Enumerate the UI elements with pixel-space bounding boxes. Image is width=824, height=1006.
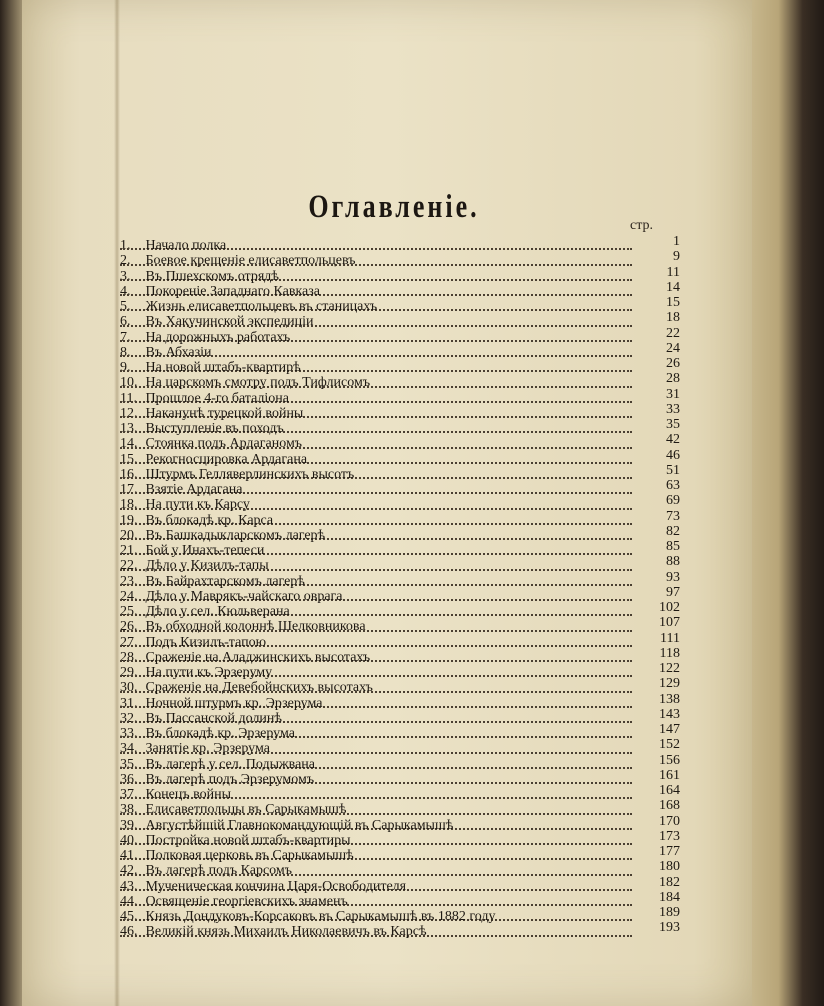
toc-entry-number: 20. [120,527,138,543]
toc-entry [120,523,680,543]
toc-entry-page: 26 [666,356,680,371]
page-column-label: стр. [630,218,654,233]
toc-entry [120,737,680,757]
toc-entry [120,493,680,513]
toc-entry-title: Въ Абхазіи [145,344,212,360]
toc-entry [120,615,680,635]
toc-entry-number: 40. [120,832,138,848]
toc-entry-title: Въ Пассанской долинѣ [145,710,283,726]
toc-entry-page: 73 [666,508,680,524]
toc-entry-number: 4. [120,283,131,299]
toc-entry-number: 30. [120,680,138,696]
toc-entry [120,859,680,879]
toc-entry-page: 129 [659,676,680,692]
toc-entry-title: Въ Хакучинской экспедиціи [145,314,314,330]
toc-entry-title: Въ обходной колоннѣ Шелковникова [145,619,366,635]
toc-entry [120,752,680,772]
toc-entry [120,767,680,787]
toc-entry-title: Полковая церковь въ Сарыкамышѣ [145,848,354,863]
toc-entry [120,508,680,528]
toc-entry-title: Дѣло у сел. Кюльверана [145,604,290,619]
toc-entry [120,249,680,269]
toc-entry [120,462,680,482]
toc-entry-number: 3. [120,268,131,284]
toc-entry-page: 82 [666,523,680,539]
toc-entry-page: 11 [666,264,680,280]
toc-entry-page: 152 [659,737,680,753]
toc-entry [120,920,680,940]
toc-entry-page: 111 [660,630,680,646]
toc-entry-title: На новой штабъ-квартирѣ [145,360,301,375]
toc-entry-title: Дѣло у Кизилъ-тапы [145,558,269,574]
toc-entry-title: Въ Башкадыкларскомъ лагерѣ [145,527,326,543]
toc-entry-title: Сраженіе на Девебойнскихъ высотахъ [145,680,373,696]
toc-entry-number: 8. [120,344,131,360]
toc-entry [120,554,680,574]
toc-entry-title: Мученическая кончина Царя-Освободителя [145,878,407,894]
toc-entry [120,447,680,467]
toc-entry-number: 44. [120,893,138,909]
toc-entry [120,889,680,909]
toc-entry-title: Освященіе георгіевскихъ знаменъ [145,893,348,909]
toc-entry [120,401,680,421]
toc-entry [120,264,680,284]
toc-entry-title: Бой у Инахъ-тепеси [145,543,265,558]
toc-entry-title: Рекогносцировка Ардагана [145,451,308,467]
toc-entry-number: 38. [120,802,138,818]
page-title: Оглавленіе. [308,188,480,225]
toc-entry-page: 118 [659,645,680,661]
toc-entry-number: 45. [120,909,138,924]
toc-entry-title: На пути къ Эрзеруму [145,665,273,680]
toc-entry [120,874,680,894]
toc-entry [120,234,680,253]
toc-entry-page: 122 [659,661,680,676]
toc-entry-page: 147 [659,722,680,737]
toc-entry-title: Прошлое 4-го баталіона [145,390,289,406]
toc-entry-number: 36. [120,771,138,787]
toc-entry-page: 180 [659,859,680,875]
toc-entry-title: Въ блокадѣ кр. Карса [145,512,274,528]
toc-entry-page: 85 [666,539,680,554]
toc-entry-number: 11. [120,390,137,406]
toc-entry-title: Въ блокадѣ кр. Эрзерума [145,726,295,741]
toc-entry [120,828,680,848]
toc-entry-title: Въ лагерѣ подъ Эрзерумомъ [145,771,315,787]
toc-entry [120,798,680,818]
toc-entry [120,783,680,802]
toc-entry-number: 32. [120,710,138,726]
toc-entry-page: 161 [659,767,680,783]
toc-entry-number: 31. [120,695,138,711]
toc-entry [120,386,680,406]
toc-entry [120,371,680,391]
toc-entry-title: Дѣло у Маврякъ-чайскаго оврага [145,588,343,604]
toc-entry-number: 35. [120,756,138,772]
toc-entry-title: Великій князь Михаилъ Николаевичъ въ Карсѣ [145,924,427,940]
toc-entry-page: 28 [666,371,680,387]
toc-entry-number: 43. [120,878,138,894]
toc-entry-number: 34. [120,741,138,757]
toc-entry [120,325,680,345]
toc-entry-page: 93 [666,569,680,585]
toc-entry-page: 46 [666,447,680,463]
toc-entry-number: 27. [120,634,138,650]
toc-entry-title: Елисаветпольцы въ Сарыкамышѣ [145,802,347,818]
toc-entry [120,432,680,452]
toc-entry-number: 1. [120,238,131,253]
toc-entry-number: 7. [120,329,131,345]
toc-entry-number: 9. [120,360,131,375]
toc-entry [120,676,680,696]
toc-entry-page: 97 [666,584,680,600]
toc-entry-page: 102 [659,600,680,615]
toc-entry-title: Выступленіе въ походъ [145,421,284,436]
toc-entry-page: 184 [659,889,680,905]
toc-entry [120,569,680,589]
toc-entry-page: 15 [666,295,680,310]
toc-entry-number: 28. [120,649,138,665]
table-of-contents [120,234,680,940]
toc-entry-title: Конецъ войны [145,787,231,802]
toc-entry [120,340,680,360]
toc-entry-page: 173 [659,828,680,844]
toc-entry-title: Въ Пшехскомъ отрядѣ [145,268,279,284]
toc-entry [120,417,680,436]
toc-entry-number: 14. [120,436,138,452]
toc-entry [120,722,680,741]
toc-entry-number: 2. [120,253,131,269]
toc-entry-page: 24 [666,340,680,356]
toc-entry-page: 63 [666,478,680,493]
toc-entry-number: 24. [120,588,138,604]
toc-entry-title: На царскомъ смотру подъ Тифлисомъ [145,375,371,391]
toc-entry [120,356,680,375]
toc-entry-page: 1 [673,234,680,249]
toc-entry-page: 35 [666,417,680,432]
book-right-edge [748,0,824,1006]
toc-entry-number: 6. [120,314,131,330]
toc-entry-number: 18. [120,497,138,513]
toc-entry-number: 26. [120,619,138,635]
toc-entry [120,691,680,711]
toc-entry-number: 33. [120,726,138,741]
toc-entry [120,844,680,863]
toc-entry-title: Князь Дондуковъ-Корсаковъ въ Сарыкамышѣ въ 1882 году [145,909,496,924]
toc-entry-title: Начало полка [145,238,227,253]
toc-entry-title: Взятіе Ардагана [145,482,243,497]
toc-entry [120,630,680,650]
toc-entry-number: 25. [120,604,138,619]
toc-entry-number: 10. [120,375,138,391]
toc-entry-title: Августѣйшій Главнокомандующій въ Сарыкамышѣ [145,817,454,833]
toc-entry-page: 193 [659,920,680,936]
toc-entry [120,600,680,619]
toc-entry [120,295,680,314]
toc-entry-page: 156 [659,752,680,768]
toc-entry-title: Въ Байрахтарскомъ лагерѣ [145,573,305,589]
toc-entry-title: Ночной штурмъ кр. Эрзерума [145,695,323,711]
toc-entry-title: Наканунѣ турецкой войны [145,405,304,421]
toc-entry-title: Сраженіе на Аладжинскихъ высотахъ [145,649,371,665]
toc-entry-title: Боевое крещеніе елисаветпольцевъ [145,253,356,269]
toc-entry-title: Въ лагерѣ подъ Карсомъ [145,863,293,879]
toc-entry [120,905,680,924]
toc-entry-title: На дорожныхъ работахъ [145,329,291,345]
toc-entry-number: 37. [120,787,138,802]
toc-entry-page: 107 [659,615,680,631]
toc-entry-number: 17. [120,482,138,497]
toc-entry-page: 42 [666,432,680,448]
toc-entry-number: 13. [120,421,138,436]
toc-entry-title: Стоянка подъ Ардаганомъ [145,436,303,452]
toc-entry-title: Штурмъ Гелляверлинскихъ высотъ [145,466,355,482]
toc-entry [120,645,680,665]
toc-entry-title: Подъ Кизилъ-тапою [145,634,267,650]
toc-entry-number: 16. [120,466,138,482]
toc-entry-page: 51 [666,462,680,478]
toc-entry-number: 5. [120,299,131,314]
toc-entry-number: 12. [120,405,138,421]
toc-entry-page: 168 [659,798,680,814]
toc-entry-number: 15. [120,451,138,467]
toc-entry-page: 177 [659,844,680,859]
toc-entry-page: 22 [666,325,680,341]
toc-entry-number: 19. [120,512,138,528]
toc-entry-page: 88 [666,554,680,570]
toc-entry [120,813,680,833]
toc-entry [120,279,680,299]
toc-entry-page: 9 [673,249,680,265]
toc-entry-page: 31 [666,386,680,402]
toc-entry [120,584,680,604]
toc-entry [120,706,680,726]
toc-entry-number: 23. [120,573,138,589]
toc-entry-page: 18 [666,310,680,326]
toc-entry [120,478,680,497]
toc-entry-page: 170 [659,813,680,829]
toc-entry-number: 29. [120,665,138,680]
toc-entry-page: 189 [659,905,680,920]
toc-entry-page: 138 [659,691,680,707]
toc-entry-number: 41. [120,848,138,863]
toc-entry-page: 143 [659,706,680,722]
toc-entry-title: Покореніе Западнаго Кавказа [145,283,321,299]
toc-entry-number: 21. [120,543,138,558]
toc-entry-number: 22. [120,558,138,574]
toc-entry-page: 14 [666,279,680,295]
toc-entry-title: Постройка новой штабъ-квартиры [145,832,351,848]
toc-entry-page: 33 [666,401,680,417]
toc-entry-page: 164 [659,783,680,798]
toc-entry [120,539,680,558]
toc-entry-title: Занятіе кр. Эрзерума [145,741,270,757]
toc-entry-title: Въ лагерѣ у сел. Подыжвана [145,756,315,772]
toc-entry-number: 42. [120,863,138,879]
toc-entry-page: 69 [666,493,680,509]
toc-entry [120,661,680,680]
toc-entry [120,310,680,330]
toc-entry-number: 46. [120,924,138,940]
toc-entry-title: Жизнь елисаветпольцевъ въ станицахъ [145,299,378,314]
toc-entry-page: 182 [659,874,680,890]
toc-entry-number: 39. [120,817,138,833]
toc-entry-title: На пути къ Карсу [145,497,250,513]
